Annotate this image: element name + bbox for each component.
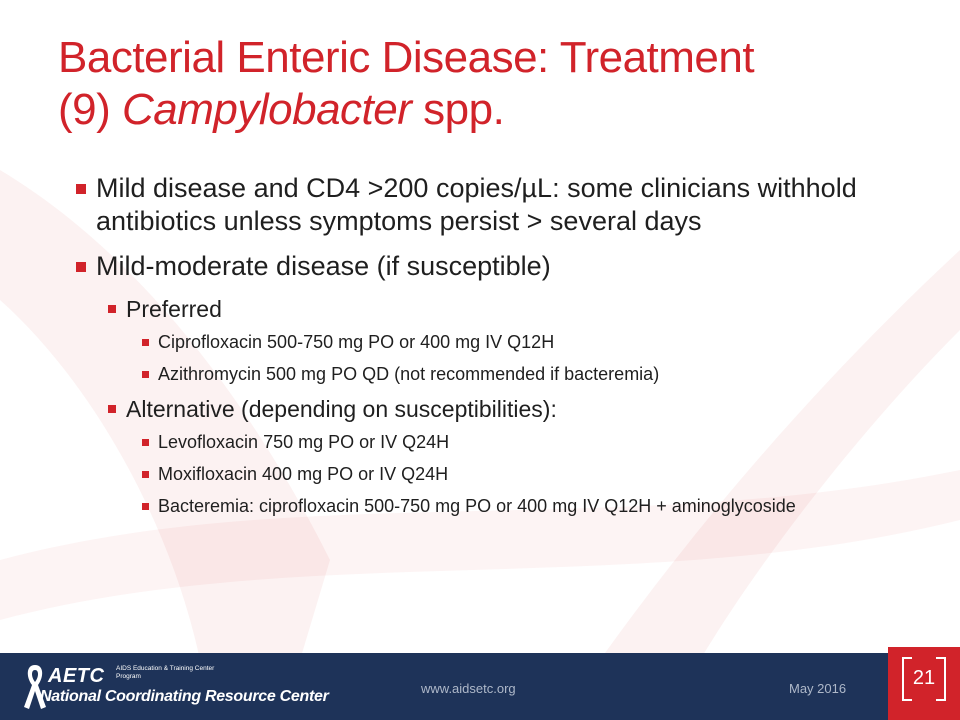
page-number-box: [888, 647, 960, 720]
bullet-text: Alternative (depending on susceptibilities):: [126, 396, 557, 422]
footer-url[interactable]: www.aidsetc.org: [421, 681, 516, 696]
title-line-2: [58, 84, 918, 136]
bullet-text: Moxifloxacin 400 mg PO or IV Q24H: [158, 464, 449, 484]
square-bullet-icon: [76, 262, 86, 272]
logo-org-name: National Coordinating Resource Center: [40, 688, 329, 705]
slide-title: [58, 32, 918, 136]
bullet-text: Mild-moderate disease (if susceptible): [96, 251, 551, 281]
footer-date: May 2016: [789, 681, 847, 696]
square-bullet-icon: [108, 405, 116, 413]
bullet-level-2: [74, 395, 914, 423]
bullet-level-3: [74, 331, 914, 353]
bullet-text: Ciprofloxacin 500-750 mg PO or 400 mg IV Q12H: [158, 332, 555, 352]
bullet-level-1: [74, 250, 914, 283]
bullet-text: Mild disease and CD4 >200 copies/µL: some clinicians withhold antibiotics unless symptoms persist > several days: [96, 173, 857, 236]
bullet-level-3: [74, 495, 914, 517]
title-line-2-prefix: (9): [58, 85, 122, 134]
aetc-logo: [20, 661, 329, 713]
bullet-list: [74, 172, 914, 527]
square-bullet-icon: [76, 184, 86, 194]
title-line-2-suffix: spp.: [411, 85, 505, 134]
bullet-level-3: [74, 431, 914, 453]
bullet-level-3: [74, 363, 914, 385]
bullet-text: Azithromycin 500 mg PO QD (not recommended if bacteremia): [158, 364, 660, 384]
logo-aetc-text: AETC: [48, 665, 105, 687]
page-number: 21: [912, 667, 936, 689]
bullet-text: Bacteremia: ciprofloxacin 500-750 mg PO or 400 mg IV Q12H + aminoglycoside: [158, 496, 796, 516]
square-bullet-icon: [142, 339, 149, 346]
bullet-text: Levofloxacin 750 mg PO or IV Q24H: [158, 432, 450, 452]
square-bullet-icon: [142, 471, 149, 478]
bullet-level-1: [74, 172, 914, 238]
square-bullet-icon: [108, 305, 116, 313]
bullet-text: Preferred: [126, 296, 222, 322]
title-line-1: Bacterial Enteric Disease: Treatment: [58, 33, 755, 82]
square-bullet-icon: [142, 371, 149, 378]
square-bullet-icon: [142, 503, 149, 510]
title-organism: Campylobacter: [122, 85, 412, 134]
footer-bar: [0, 653, 960, 720]
bullet-level-3: [74, 463, 914, 485]
bullet-level-2: [74, 295, 914, 323]
square-bullet-icon: [142, 439, 149, 446]
logo-program-text: AIDS Education & Training Center Program: [116, 665, 215, 680]
